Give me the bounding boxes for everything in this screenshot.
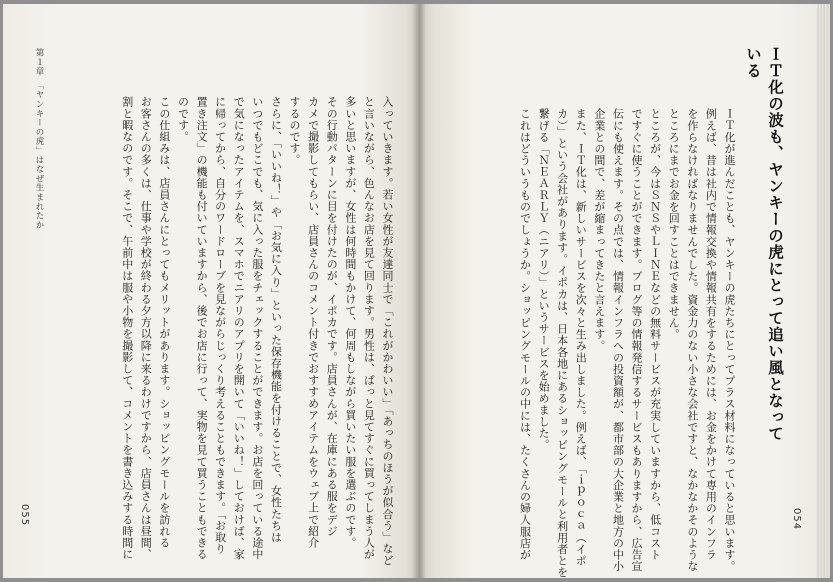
left-page xyxy=(3,4,418,578)
book-gutter-shadow xyxy=(412,4,426,578)
section-heading: ＩＴ化の波も、ヤンキーの虎にとって追い風となっている xyxy=(744,46,784,442)
right-page-body-text: ＩＴ化が進んだことも、ヤンキーの虎たちにとってプラス材料になっていると思います。 例えば、昔は社内で情報交換や情報共有をするためには、お金をかけて専用のインフラ を作らなければなりませんでした。資金力のない小さな会社ですと、なかなかそのような ところにまでお金を回すことはできません。 ところが、今はＳＮＳやＬＩＮＥなどの無料サービスが充実していますから、低コスト ですぐに使うことができます。ブログ等の情報発信するサービスもありますから、広告宣 伝にも使えます。その点では、情報インフラへの投資額が、都市部の大企業と地方の中小 企業との間で、差が縮まってきたと言えます。 また、ＩＴ化は、新しいサービスを次々と生み出しました。例えば、「ｉｐｏｃａ（イポ カ）」という会社があります。イポカは、日本各地にあるショッピングモールと利用者とを 繋げる「ＮＥＡＲＬＹ（ニアリ）」というサービスを始めました。 これはどういうものでしょうか。ショッピングモールの中には、たくさんの婦人服店が xyxy=(518,108,736,578)
left-page-number: 055 xyxy=(19,504,30,527)
left-page-body-text: 入っていきます。若い女性が友達同士で「これがかわいい」「あっちのほうが似合う」など と言いながら、色んなお店を見て回ります。男性は、ぱっと見てすぐに買ってしまう人が 多いと思いますが、女性は何時間もかけて、何周もしながら買いたい服を選ぶのです。 その行動パターンに目を付けたのが、イポカです。店員さんが、在庫にある服をデジ カメで撮影してもらい、店員さんのコメント付きでおすすめアイテムをウェブ上で紹介 するのです。 さらに、「いいね！」や「お気に入り」といった保存機能を付けることで、女性たちは いつでもどこでも、気に入った服をチェックすることができます。お店を回っている途中 で気になったアイテムを、スマホでニアリのアプリを開いて「いいね！」しておけば、家 に帰ってから、自分のワードローブを見ながらじっくり考えることもできます。「お取り 置き注文」の機能も付いていますから、後でお店に行って、実物を見て買うこともできる のです。 この仕組みは、店員さんにとってもメリットがあります。ショッピングモールを訪れる お客さんの多くは、仕事や学校が終わる夕方以降に来るわけですから、店員さんは昼間、 割と暇なのです。そこで、午前中は服や小物を撮影して、コメントを書き込みする時間に xyxy=(120,96,394,567)
right-page-number: 054 xyxy=(791,508,802,531)
running-head: 第１章 「ヤンキーの虎」はなぜ生まれたか xyxy=(34,48,44,230)
right-page xyxy=(418,4,816,578)
page-edges xyxy=(816,4,830,578)
